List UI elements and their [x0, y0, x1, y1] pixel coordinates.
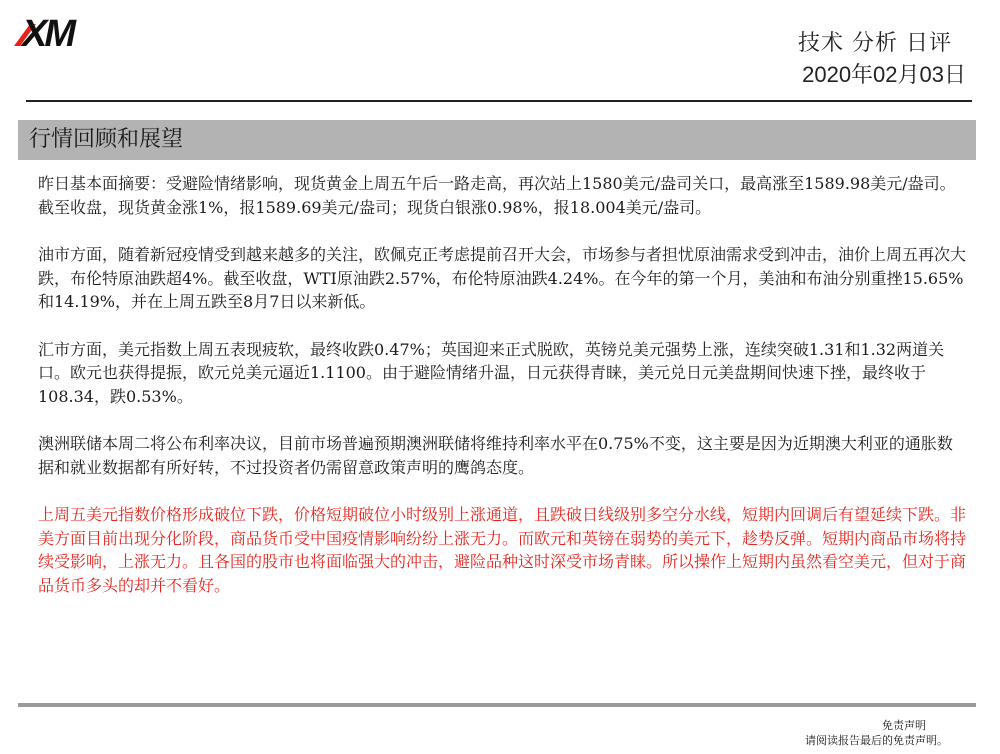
disclaimer-note: 请阅读报告最后的免责声明。 — [805, 734, 948, 747]
footer-divider — [18, 703, 976, 707]
section-title: 行情回顾和展望 — [29, 127, 184, 152]
header-divider — [26, 100, 972, 102]
paragraph-oil-market: 油市方面，随着新冠疫情受到越来越多的关注，欧佩克正考虑提前召开大会，市场参与者担忧原油需求受到冲击，油价上周五再次大跌，布伦特原油跌超4%。截至收盘，WTI原油跌2.57%，布伦特原油跌4.24%。在今年的第一个月，美油和布油分别重挫15.65%和14.19%，并在上周五跌至8月7日以来新低。 — [38, 245, 967, 311]
paragraph-outlook: 上周五美元指数价格形成破位下跌，价格短期破位小时级别上涨通道，且跌破日线级别多空分水线，短期内回调后有望延续下跌。非美方面目前出现分化阶段，商品货币受中国疫情影响纷纷上涨无力。而欧元和英镑在弱势的美元下，趁势反弹。短期内商品市场将持续受影响，上涨无力。且各国的股市也将面临强大的冲击，避险品种这时深受市场青睐。所以操作上短期内虽然看空美元，但对于商品货币多头的却并不看好。 — [38, 505, 967, 595]
logo-text: XM — [22, 13, 73, 52]
report-type-title: 技术 分析 日评 — [798, 31, 952, 56]
paragraph-fundamentals: 昨日基本面摘要：受避险情绪影响，现货黄金上周五午后一路走高，再次站上1580美元/盎司关口，最高涨至1589.98美元/盎司。截至收盘，现货黄金涨1%，报1589.69美元/盎司；现货白银涨0.98%，报18.004美元/盎司。 — [38, 174, 956, 217]
disclaimer-title: 免责声明 — [882, 719, 926, 732]
xm-logo — [14, 12, 110, 52]
section-title-bar — [18, 120, 976, 160]
paragraph-fx-market: 汇市方面，美元指数上周五表现疲软，最终收跌0.47%；英国迎来正式脱欧，英镑兑美元强势上涨，连续突破1.31和1.32两道关口。欧元也获得提振，欧元兑美元逼近1.1100。由于避险情绪升温，日元获得青睐，美元兑日元美盘期间快速下挫，最终收于108.34，跌0.53%。 — [38, 339, 945, 406]
report-date: 2020年02月03日 — [802, 62, 966, 87]
report-body — [38, 172, 968, 621]
paragraph-rba: 澳洲联储本周二将公布利率决议，目前市场普遍预期澳洲联储将维持利率水平在0.75%不变，这主要是因为近期澳大利亚的通胀数据和就业数据都有所好转，不过投资者仍需留意政策声明的鹰鸽态度。 — [38, 434, 953, 477]
